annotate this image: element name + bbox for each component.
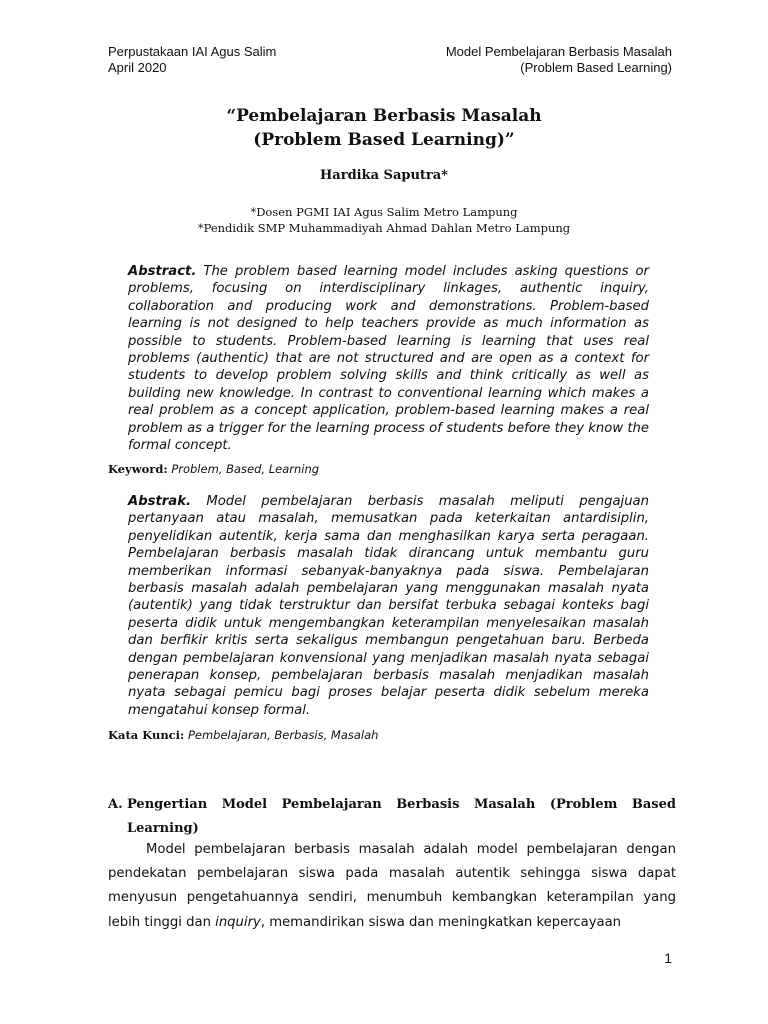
- header-right: [446, 44, 672, 76]
- keyword-label: Keyword:: [108, 462, 168, 476]
- paper-title: [0, 104, 768, 152]
- header-running-title: Model Pembelajaran Berbasis Masalah: [445, 44, 672, 59]
- page-number: 1: [664, 950, 672, 966]
- keywords-indonesian: [108, 728, 378, 742]
- body-paragraph: [108, 838, 676, 935]
- header-running-subtitle: (Problem Based Learning): [520, 60, 672, 75]
- body-italic-term: inquiry: [215, 914, 261, 930]
- kata-kunci-label: Kata Kunci:: [108, 728, 185, 742]
- body-text-2: , memandirikan siswa dan meningkatkan kepercayaan: [260, 914, 622, 930]
- abstrak-text: Model pembelajaran berbasis masalah meliputi pengajuan pertanyaan atau masalah, memusatkan pada keterkaitan antardisiplin, penyelidikan autentik, kerja sama dan menghasilkan karya serta peragaan. Pembelajaran berbasis masalah tidak dirancang untuk membantu guru memberikan informasi sebanyak-banyaknya pada siswa. Pembelajaran berbasis masalah adalah pembelajaran yang menggunakan masalah nyata (autentik) yang tidak terstruktur dan bersifat terbuka sebagai konteks bagi peserta didik untuk mengembangkan keterampilan menyelesaikan masalah dan berfikir kritis serta sekaligus membangun pengetahuan baru. Berbeda dengan pembelajaran konvensional yang menjadikan masalah nyata sebagai penerapan konsep, pembelajaran berbasis masalah menjadikan masalah nyata sebagai pemicu bagi proses belajar peserta didik sebelum mereka mengatahui konsep formal.: [128, 494, 649, 718]
- abstract-label: Abstract.: [128, 264, 197, 279]
- abstract-english: [128, 263, 649, 454]
- section-heading: [108, 793, 676, 841]
- keywords-english: [108, 462, 319, 476]
- abstract-indonesian: [128, 493, 649, 719]
- affiliation-1: *Dosen PGMI IAI Agus Salim Metro Lampung: [250, 205, 518, 219]
- section-number: A.: [108, 797, 123, 812]
- affiliations: [0, 204, 768, 236]
- author-name: Hardika Saputra*: [320, 168, 448, 183]
- keyword-values: Problem, Based, Learning: [171, 462, 320, 476]
- title-line-2: (Problem Based Learning)”: [253, 130, 515, 150]
- abstract-text: The problem based learning model includes asking questions or problems, focusing on interdisciplinary linkages, authentic inquiry, collaboration and producing work and demonstrations. Problem-based learning is not designed to help teachers provide as much information as possible to students. Problem-based learning is learning that uses real problems (authentic) that are not structured and are open as a context for students to develop problem solving skills and think critically as well as building new knowledge. In contrast to conventional learning which makes a real problem as a concept application, problem-based learning makes a real problem as a trigger for the learning process of students before they know the formal concept.: [128, 264, 649, 454]
- kata-kunci-values: Pembelajaran, Berbasis, Masalah: [187, 728, 379, 742]
- abstrak-label: Abstrak.: [128, 494, 191, 509]
- header-left: [108, 44, 276, 76]
- header-library: Perpustakaan IAI Agus Salim: [108, 44, 277, 59]
- title-line-1: “Pembelajaran Berbasis Masalah: [226, 106, 542, 126]
- section-title: Pengertian Model Pembelajaran Berbasis Masalah (Problem Based Learning): [127, 797, 676, 836]
- body-text-1: Model pembelajaran berbasis masalah adalah model pembelajaran dengan pendekatan pembelajaran siswa pada masalah autentik sehingga siswa dapat menyusun pengetahuannya sendiri, menumbuh kembangkan keterampilan yang lebih tinggi dan: [108, 842, 676, 930]
- header-date: April 2020: [108, 60, 167, 75]
- affiliation-2: *Pendidik SMP Muhammadiyah Ahmad Dahlan Metro Lampung: [197, 221, 571, 235]
